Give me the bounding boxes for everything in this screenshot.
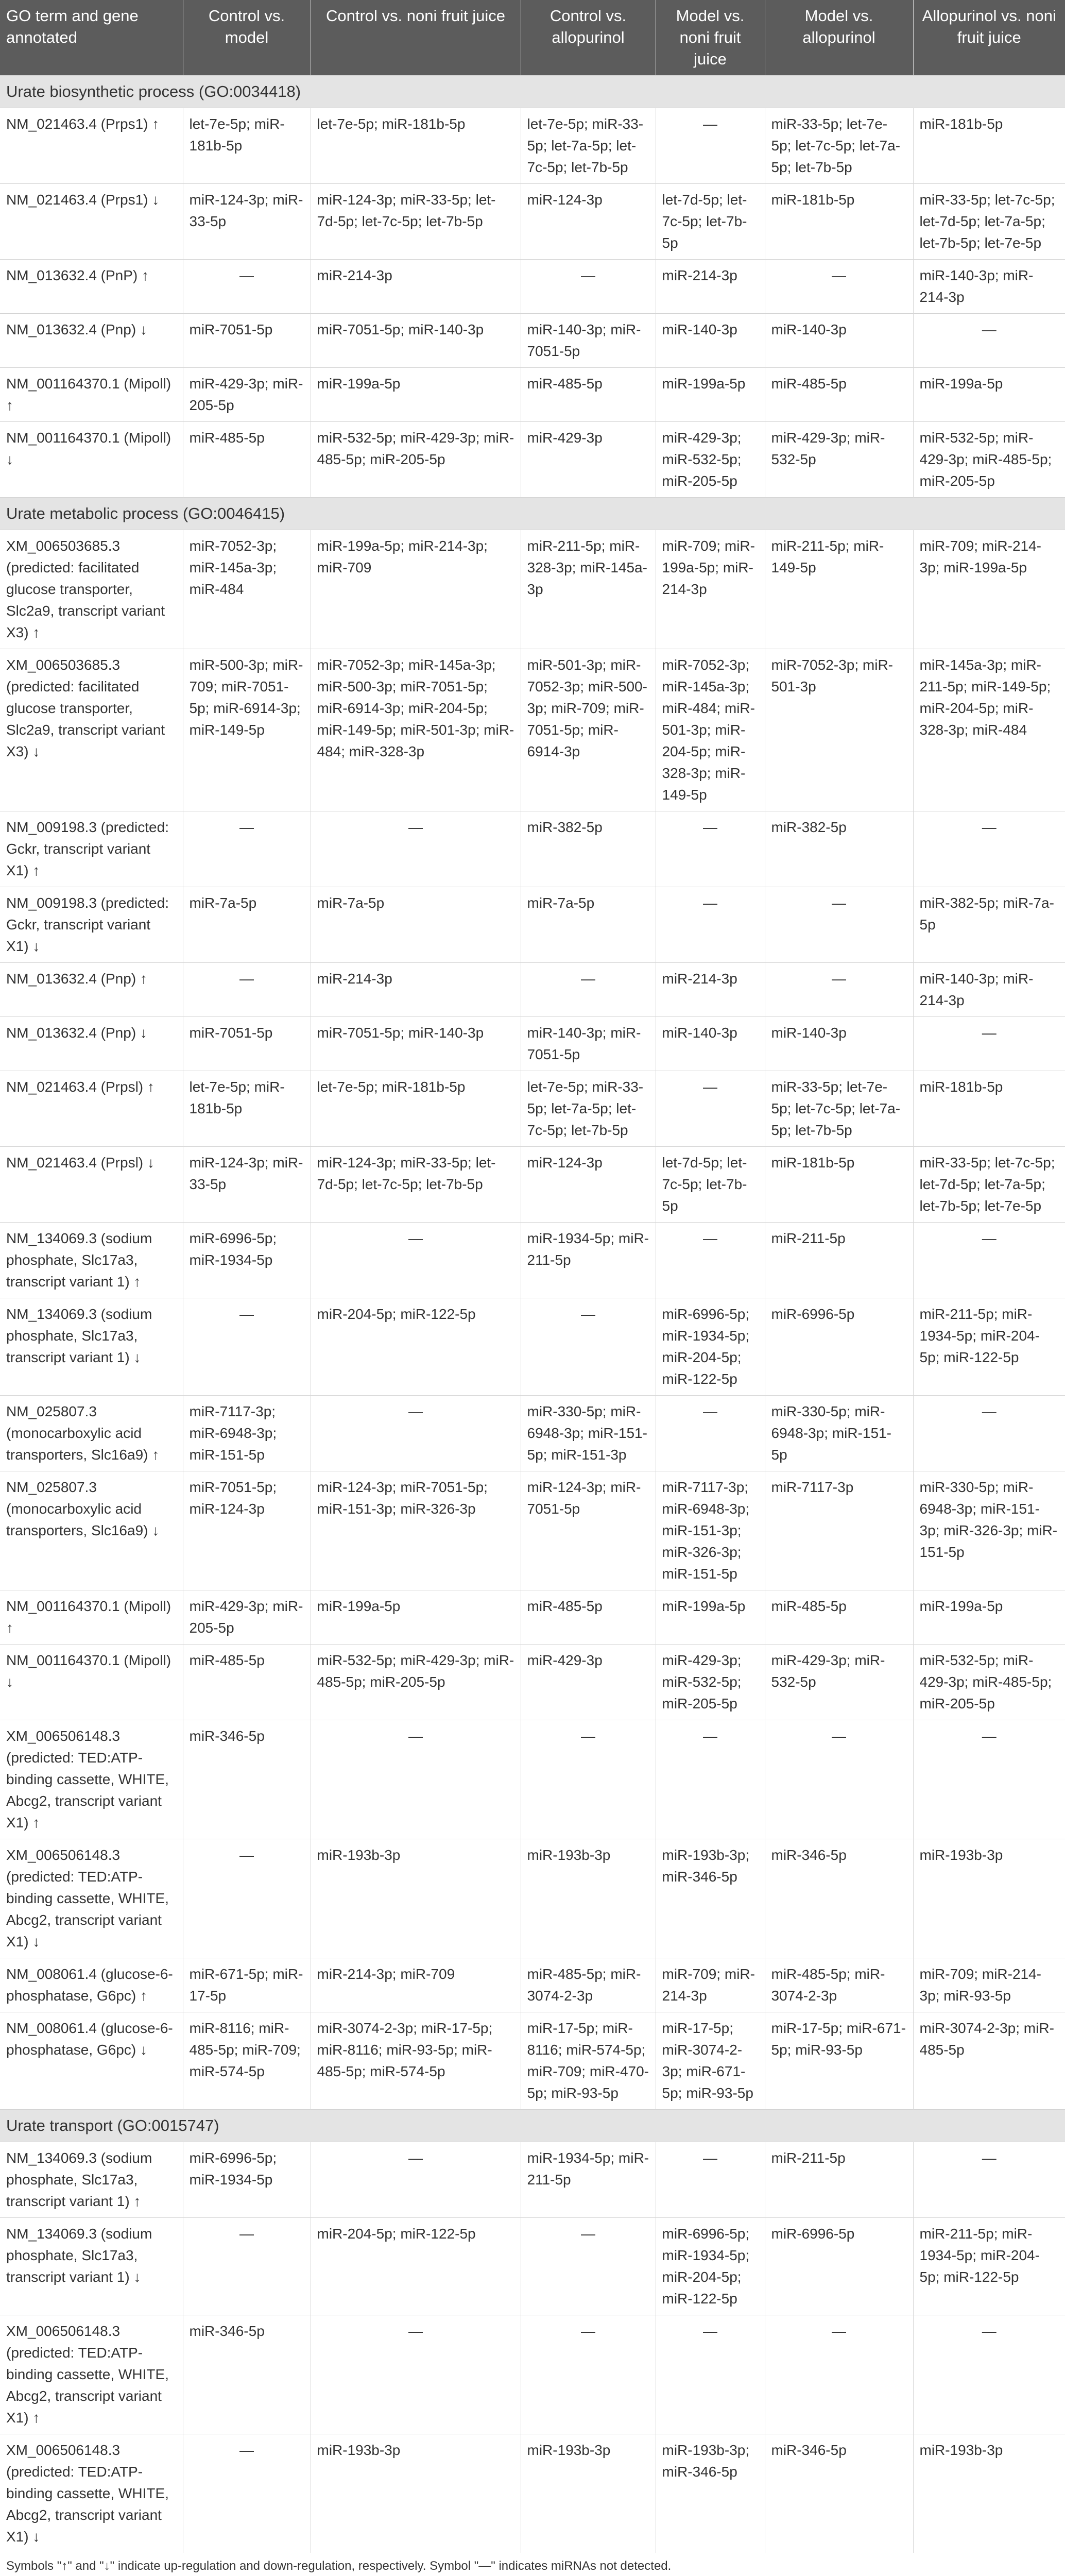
mirna-cell: miR-199a-5p [656,1590,765,1645]
gene-annotation-cell: NM_134069.3 (sodium phosphate, Slc17a3, transcript variant 1) ↑ [0,2142,183,2218]
table-row [0,811,1065,887]
mirna-cell: — [656,1396,765,1471]
gene-annotation-cell: XM_006506148.3 (predicted: TED:ATP-binding cassette, WHITE, Abcg2, transcript variant X1) ↑ [0,1720,183,1839]
mirna-cell: miR-429-3p; miR-532-5p [765,422,913,498]
table-row [0,649,1065,811]
table-row [0,1017,1065,1071]
mirna-cell: let-7e-5p; miR-33-5p; let-7a-5p; let-7c-5p; let-7b-5p [521,108,656,184]
mirna-cell: — [656,108,765,184]
gene-annotation-cell: NM_008061.4 (glucose-6-phosphatase, G6pc) ↓ [0,2012,183,2110]
mirna-cell: miR-140-3p; miR-214-3p [913,260,1065,314]
mirna-cell: miR-3074-2-3p; miR-485-5p [913,2012,1065,2110]
mirna-cell: miR-140-3p; miR-7051-5p [521,1017,656,1071]
section-row [0,76,1065,108]
mirna-cell: miR-709; miR-199a-5p; miR-214-3p [656,530,765,649]
mirna-cell: miR-671-5p; miR-17-5p [183,1958,311,2012]
mirna-cell: miR-7051-5p; miR-124-3p [183,1471,311,1590]
mirna-cell: miR-193b-3p [913,2434,1065,2553]
table-row [0,314,1065,368]
mirna-cell: miR-193b-3p [913,1839,1065,1958]
mirna-cell: miR-7a-5p [521,887,656,963]
mirna-cell: miR-7a-5p [311,887,521,963]
mirna-cell: miR-485-5p [521,368,656,422]
header-model-vs-allopurinol: Model vs. allopurinol [765,0,913,76]
table-row [0,530,1065,649]
mirna-cell: — [656,2315,765,2434]
header-control-vs-allopurinol: Control vs. allopurinol [521,0,656,76]
mirna-cell: miR-7051-5p [183,1017,311,1071]
mirna-cell: miR-199a-5p; miR-214-3p; miR-709 [311,530,521,649]
gene-annotation-cell: XM_006503685.3 (predicted: facilitated glucose transporter, Slc2a9, transcript variant X3) ↓ [0,649,183,811]
gene-annotation-cell: NM_134069.3 (sodium phosphate, Slc17a3, transcript variant 1) ↑ [0,1223,183,1298]
mirna-cell: miR-485-5p [765,1590,913,1645]
mirna-cell: miR-7051-5p [183,314,311,368]
mirna-cell: miR-211-5p; miR-149-5p [765,530,913,649]
mirna-cell: miR-382-5p [521,811,656,887]
gene-annotation-cell: NM_001164370.1 (Mipoll) ↑ [0,1590,183,1645]
mirna-cell: miR-193b-3p; miR-346-5p [656,1839,765,1958]
mirna-cell: miR-346-5p [765,1839,913,1958]
table-body [0,76,1065,2553]
section-title: Urate metabolic process (GO:0046415) [0,498,1065,530]
table-row [0,2218,1065,2315]
mirna-cell: miR-709; miR-214-3p; miR-93-5p [913,1958,1065,2012]
mirna-cell: miR-709; miR-214-3p [656,1958,765,2012]
mirna-cell: — [311,811,521,887]
mirna-cell: miR-1934-5p; miR-211-5p [521,2142,656,2218]
gene-annotation-cell: NM_001164370.1 (Mipoll) ↓ [0,422,183,498]
gene-annotation-cell: NM_001164370.1 (Mipoll) ↓ [0,1645,183,1720]
mirna-cell: miR-7052-3p; miR-145a-3p; miR-500-3p; miR-7051-5p; miR-6914-3p; miR-204-5p; miR-149-5p; miR-501-3p; miR-484; miR-328-3p [311,649,521,811]
mirna-cell: let-7e-5p; miR-181b-5p [183,108,311,184]
mirna-cell: let-7d-5p; let-7c-5p; let-7b-5p [656,184,765,260]
mirna-cell: — [913,314,1065,368]
mirna-cell: miR-485-5p [183,422,311,498]
mirna-cell: miR-193b-3p [311,2434,521,2553]
mirna-cell: — [913,1396,1065,1471]
mirna-cell: miR-199a-5p [913,368,1065,422]
mirna-cell: — [913,1223,1065,1298]
header-row [0,0,1065,76]
table-row [0,1471,1065,1590]
mirna-cell: — [183,1298,311,1396]
gene-annotation-cell: NM_021463.4 (Prpsl) ↑ [0,1071,183,1147]
mirna-cell: miR-199a-5p [311,1590,521,1645]
mirna-cell: miR-3074-2-3p; miR-17-5p; miR-8116; miR-93-5p; miR-485-5p; miR-574-5p [311,2012,521,2110]
mirna-cell: let-7e-5p; miR-33-5p; let-7a-5p; let-7c-5p; let-7b-5p [521,1071,656,1147]
mirna-cell: — [521,2315,656,2434]
mirna-cell: miR-485-5p; miR-3074-2-3p [765,1958,913,2012]
mirna-cell: miR-7051-5p; miR-140-3p [311,314,521,368]
mirna-cell: miR-429-3p; miR-205-5p [183,368,311,422]
gene-annotation-cell: NM_025807.3 (monocarboxylic acid transporters, Slc16a9) ↓ [0,1471,183,1590]
mirna-cell: miR-211-5p [765,1223,913,1298]
mirna-cell: miR-7052-3p; miR-145a-3p; miR-484 [183,530,311,649]
mirna-cell: miR-330-5p; miR-6948-3p; miR-151-5p [765,1396,913,1471]
mirna-cell: miR-429-3p; miR-532-5p; miR-205-5p [656,422,765,498]
mirna-cell: miR-193b-3p; miR-346-5p [656,2434,765,2553]
mirna-cell: miR-7052-3p; miR-145a-3p; miR-484; miR-501-3p; miR-204-5p; miR-328-3p; miR-149-5p [656,649,765,811]
table-row [0,1147,1065,1223]
table-row [0,1590,1065,1645]
mirna-cell: miR-709; miR-214-3p; miR-199a-5p [913,530,1065,649]
mirna-cell: miR-501-3p; miR-7052-3p; miR-500-3p; miR-709; miR-7051-5p; miR-6914-3p [521,649,656,811]
mirna-cell: miR-124-3p; miR-7051-5p; miR-151-3p; miR-326-3p [311,1471,521,1590]
mirna-cell: miR-181b-5p [913,108,1065,184]
gene-annotation-cell: NM_013632.4 (Pnp) ↑ [0,963,183,1017]
section-title: Urate biosynthetic process (GO:0034418) [0,76,1065,108]
table-row [0,887,1065,963]
mirna-cell: miR-181b-5p [765,184,913,260]
mirna-cell: miR-211-5p; miR-1934-5p; miR-204-5p; miR-122-5p [913,2218,1065,2315]
mirna-cell: — [183,1839,311,1958]
mirna-cell: miR-33-5p; let-7e-5p; let-7c-5p; let-7a-5p; let-7b-5p [765,108,913,184]
table-row [0,2434,1065,2553]
table-row [0,184,1065,260]
gene-annotation-cell: NM_021463.4 (Prpsl) ↓ [0,1147,183,1223]
mirna-cell: — [311,1223,521,1298]
table-row [0,963,1065,1017]
mirna-cell: miR-17-5p; miR-8116; miR-574-5p; miR-709; miR-470-5p; miR-93-5p [521,2012,656,2110]
mirna-cell: miR-485-5p; miR-3074-2-3p [521,1958,656,2012]
mirna-cell: miR-6996-5p; miR-1934-5p; miR-204-5p; miR-122-5p [656,1298,765,1396]
table-row [0,1839,1065,1958]
table-row [0,1071,1065,1147]
table-row [0,1223,1065,1298]
mirna-cell: miR-140-3p [765,1017,913,1071]
mirna-cell: miR-33-5p; let-7c-5p; let-7d-5p; let-7a-5p; let-7b-5p; let-7e-5p [913,184,1065,260]
mirna-cell: miR-214-3p [311,963,521,1017]
mirna-cell: miR-330-5p; miR-6948-3p; miR-151-3p; miR-326-3p; miR-151-5p [913,1471,1065,1590]
mirna-cell: — [913,2315,1065,2434]
gene-annotation-cell: NM_001164370.1 (Mipoll) ↑ [0,368,183,422]
mirna-cell: miR-532-5p; miR-429-3p; miR-485-5p; miR-205-5p [311,422,521,498]
mirna-cell: miR-193b-3p [521,2434,656,2553]
mirna-cell: miR-7117-3p [765,1471,913,1590]
mirna-cell: — [913,1720,1065,1839]
table-row [0,422,1065,498]
mirna-cell: miR-33-5p; let-7c-5p; let-7d-5p; let-7a-5p; let-7b-5p; let-7e-5p [913,1147,1065,1223]
mirna-cell: — [521,260,656,314]
mirna-cell: let-7e-5p; miR-181b-5p [183,1071,311,1147]
mirna-cell: miR-6996-5p [765,1298,913,1396]
header-allopurinol-vs-noni: Allopurinol vs. noni fruit juice [913,0,1065,76]
mirna-cell: — [913,2142,1065,2218]
mirna-cell: — [311,2142,521,2218]
mirna-cell: miR-532-5p; miR-429-3p; miR-485-5p; miR-205-5p [913,422,1065,498]
mirna-cell: — [765,963,913,1017]
gene-annotation-cell: XM_006506148.3 (predicted: TED:ATP-binding cassette, WHITE, Abcg2, transcript variant X1) ↓ [0,1839,183,1958]
mirna-cell: miR-211-5p; miR-328-3p; miR-145a-3p [521,530,656,649]
gene-annotation-cell: NM_009198.3 (predicted: Gckr, transcript variant X1) ↓ [0,887,183,963]
mirna-cell: miR-124-3p; miR-33-5p [183,184,311,260]
mirna-cell: — [656,811,765,887]
mirna-cell: let-7e-5p; miR-181b-5p [311,1071,521,1147]
mirna-cell: — [765,1720,913,1839]
mirna-cell: let-7e-5p; miR-181b-5p [311,108,521,184]
table-row [0,2142,1065,2218]
mirna-cell: miR-193b-3p [521,1839,656,1958]
mirna-cell: miR-500-3p; miR-709; miR-7051-5p; miR-6914-3p; miR-149-5p [183,649,311,811]
mirna-cell: miR-199a-5p [913,1590,1065,1645]
mirna-cell: miR-214-3p [656,963,765,1017]
mirna-cell: miR-181b-5p [765,1147,913,1223]
table-row [0,368,1065,422]
mirna-cell: miR-33-5p; let-7e-5p; let-7c-5p; let-7a-5p; let-7b-5p [765,1071,913,1147]
section-title: Urate transport (GO:0015747) [0,2110,1065,2142]
table-row [0,1958,1065,2012]
mirna-cell: miR-382-5p [765,811,913,887]
mirna-cell: — [311,1396,521,1471]
mirna-cell: miR-214-3p; miR-709 [311,1958,521,2012]
mirna-cell: — [765,887,913,963]
mirna-cell: miR-6996-5p [765,2218,913,2315]
gene-annotation-cell: NM_013632.4 (PnP) ↑ [0,260,183,314]
mirna-cell: miR-140-3p [765,314,913,368]
mirna-cell: — [521,2218,656,2315]
mirna-cell: — [913,1017,1065,1071]
mirna-cell: miR-199a-5p [656,368,765,422]
mirna-cell: — [183,2434,311,2553]
mirna-cell: miR-17-5p; miR-671-5p; miR-93-5p [765,2012,913,2110]
header-go-term: GO term and gene annotated [0,0,183,76]
mirna-cell: — [656,1223,765,1298]
mirna-cell: miR-140-3p; miR-7051-5p [521,314,656,368]
mirna-cell: miR-7a-5p [183,887,311,963]
mirna-cell: miR-124-3p [521,1147,656,1223]
table-row [0,1645,1065,1720]
mirna-cell: miR-8116; miR-485-5p; miR-709; miR-574-5p [183,2012,311,2110]
mirna-cell: miR-7051-5p; miR-140-3p [311,1017,521,1071]
mirna-cell: — [183,963,311,1017]
mirna-cell: miR-429-3p; miR-532-5p; miR-205-5p [656,1645,765,1720]
mirna-cell: miR-199a-5p [311,368,521,422]
mirna-cell: let-7d-5p; let-7c-5p; let-7b-5p [656,1147,765,1223]
mirna-cell: miR-211-5p; miR-1934-5p; miR-204-5p; miR-122-5p [913,1298,1065,1396]
mirna-cell: miR-124-3p; miR-33-5p; let-7d-5p; let-7c-5p; let-7b-5p [311,1147,521,1223]
mirna-cell: miR-6996-5p; miR-1934-5p; miR-204-5p; miR-122-5p [656,2218,765,2315]
mirna-cell: miR-485-5p [521,1590,656,1645]
table-row [0,108,1065,184]
mirna-cell: — [765,260,913,314]
mirna-cell: miR-429-3p [521,422,656,498]
mirna-cell: miR-181b-5p [913,1071,1065,1147]
gene-annotation-cell: NM_021463.4 (Prps1) ↓ [0,184,183,260]
gene-annotation-cell: NM_134069.3 (sodium phosphate, Slc17a3, transcript variant 1) ↓ [0,1298,183,1396]
gene-annotation-cell: NM_013632.4 (Pnp) ↓ [0,314,183,368]
mirna-cell: miR-193b-3p [311,1839,521,1958]
mirna-cell: miR-7117-3p; miR-6948-3p; miR-151-3p; miR-326-3p; miR-151-5p [656,1471,765,1590]
mirna-cell: miR-140-3p [656,1017,765,1071]
mirna-cell: — [311,2315,521,2434]
section-row [0,498,1065,530]
mirna-cell: miR-17-5p; miR-3074-2-3p; miR-671-5p; miR-93-5p [656,2012,765,2110]
mirna-cell: — [521,1720,656,1839]
mirna-cell: miR-214-3p [656,260,765,314]
mirna-cell: miR-124-3p; miR-33-5p [183,1147,311,1223]
mirna-cell: miR-124-3p; miR-7051-5p [521,1471,656,1590]
mirna-cell: miR-429-3p; miR-532-5p [765,1645,913,1720]
mirna-cell: — [656,2142,765,2218]
mirna-cell: miR-382-5p; miR-7a-5p [913,887,1065,963]
mirna-cell: miR-346-5p [765,2434,913,2553]
gene-annotation-cell: NM_008061.4 (glucose-6-phosphatase, G6pc) ↑ [0,1958,183,2012]
mirna-cell: — [183,811,311,887]
gene-annotation-cell: XM_006506148.3 (predicted: TED:ATP-binding cassette, WHITE, Abcg2, transcript variant X1) ↓ [0,2434,183,2553]
gene-annotation-cell: NM_009198.3 (predicted: Gckr, transcript variant X1) ↑ [0,811,183,887]
mirna-cell: miR-140-3p [656,314,765,368]
mirna-cell: — [183,2218,311,2315]
mirna-cell: — [521,1298,656,1396]
mirna-cell: miR-6996-5p; miR-1934-5p [183,1223,311,1298]
table-row [0,260,1065,314]
header-control-vs-noni: Control vs. noni fruit juice [311,0,521,76]
mirna-cell: miR-346-5p [183,1720,311,1839]
mirna-cell: miR-429-3p [521,1645,656,1720]
mirna-cell: — [913,811,1065,887]
mirna-cell: miR-145a-3p; miR-211-5p; miR-149-5p; miR-204-5p; miR-328-3p; miR-484 [913,649,1065,811]
header-model-vs-noni: Model vs. noni fruit juice [656,0,765,76]
table-header [0,0,1065,76]
mirna-cell: miR-124-3p; miR-33-5p; let-7d-5p; let-7c-5p; let-7b-5p [311,184,521,260]
mirna-cell: miR-7117-3p; miR-6948-3p; miR-151-5p [183,1396,311,1471]
mirna-cell: miR-6996-5p; miR-1934-5p [183,2142,311,2218]
mirna-cell: miR-429-3p; miR-205-5p [183,1590,311,1645]
gene-annotation-cell: NM_013632.4 (Pnp) ↓ [0,1017,183,1071]
mirna-cell: — [656,887,765,963]
mirna-cell: miR-532-5p; miR-429-3p; miR-485-5p; miR-205-5p [913,1645,1065,1720]
gene-annotation-cell: XM_006506148.3 (predicted: TED:ATP-binding cassette, WHITE, Abcg2, transcript variant X1) ↑ [0,2315,183,2434]
table-row [0,1396,1065,1471]
mirna-cell: miR-532-5p; miR-429-3p; miR-485-5p; miR-205-5p [311,1645,521,1720]
mirna-cell: miR-140-3p; miR-214-3p [913,963,1065,1017]
mirna-cell: — [183,260,311,314]
mirna-cell: miR-204-5p; miR-122-5p [311,2218,521,2315]
mirna-cell: — [311,1720,521,1839]
section-row [0,2110,1065,2142]
mirna-cell: miR-330-5p; miR-6948-3p; miR-151-5p; miR-151-3p [521,1396,656,1471]
header-control-vs-model: Control vs. model [183,0,311,76]
gene-annotation-cell: NM_025807.3 (monocarboxylic acid transporters, Slc16a9) ↑ [0,1396,183,1471]
mirna-cell: miR-211-5p [765,2142,913,2218]
table-footnote: Symbols "↑" and "↓" indicate up-regulation and down-regulation, respectively. Symbol "—" indicates miRNAs not detected. [6,2559,672,2573]
table-row [0,2315,1065,2434]
mirna-cell: — [656,1071,765,1147]
table-row [0,1720,1065,1839]
table-row [0,1298,1065,1396]
mirna-cell: miR-7052-3p; miR-501-3p [765,649,913,811]
mirna-cell: — [656,1720,765,1839]
mirna-cell: miR-214-3p [311,260,521,314]
mirna-cell: — [521,963,656,1017]
mirna-cell: miR-485-5p [183,1645,311,1720]
gene-annotation-cell: XM_006503685.3 (predicted: facilitated glucose transporter, Slc2a9, transcript variant X3) ↑ [0,530,183,649]
gene-annotation-cell: NM_021463.4 (Prps1) ↑ [0,108,183,184]
gene-annotation-cell: NM_134069.3 (sodium phosphate, Slc17a3, transcript variant 1) ↓ [0,2218,183,2315]
mirna-cell: miR-124-3p [521,184,656,260]
mirna-cell: miR-346-5p [183,2315,311,2434]
table-row [0,2012,1065,2110]
mirna-cell: miR-204-5p; miR-122-5p [311,1298,521,1396]
mirna-cell: miR-485-5p [765,368,913,422]
mirna-cell: — [765,2315,913,2434]
mirna-cell: miR-1934-5p; miR-211-5p [521,1223,656,1298]
